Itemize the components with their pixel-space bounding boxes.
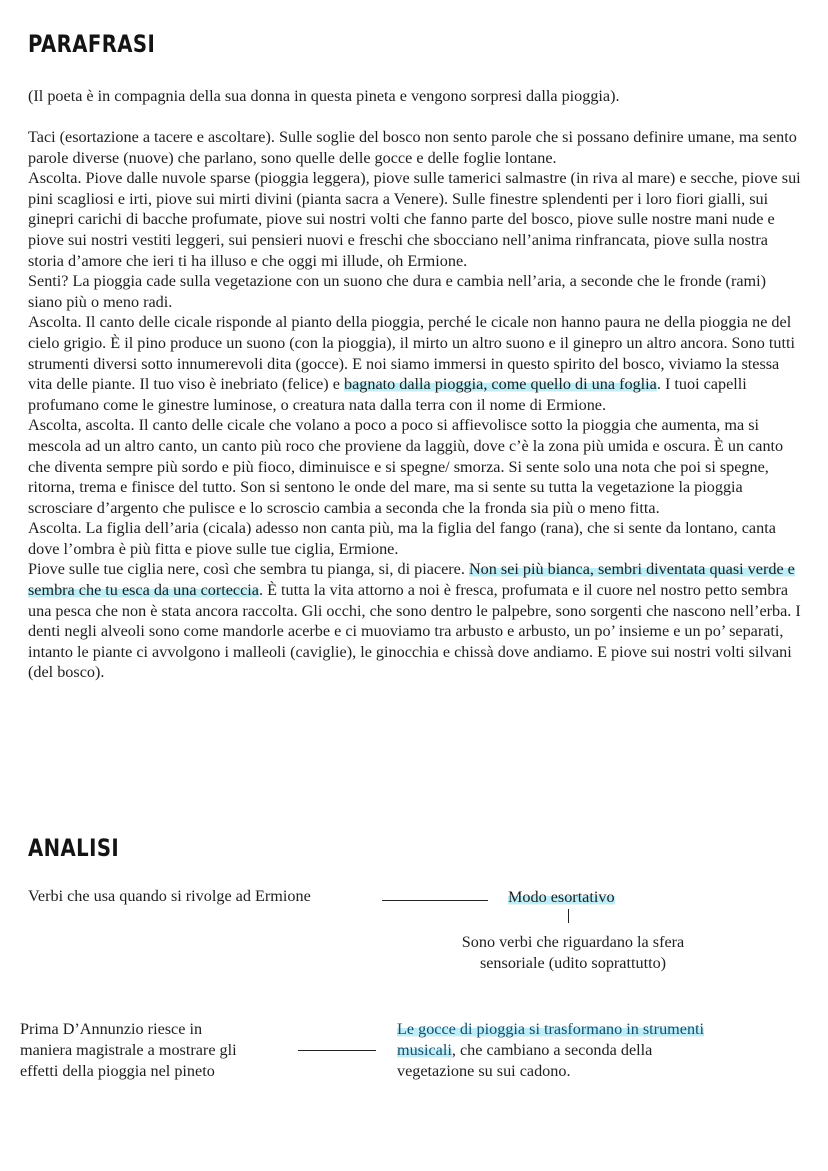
highlight-modo: Modo esortativo — [508, 888, 615, 906]
paragraph-senti: Senti? La pioggia cade sulla vegetazione con un suono che dura e cambia nell’aria, a seconde che le fronde (rami) siano più o meno radi. — [28, 272, 767, 311]
verbi-label: Verbi che usa quando si rivolge ad Ermione — [28, 887, 311, 905]
prima-line-3: effetti della pioggia nel pineto — [20, 1062, 215, 1080]
paragraph-ciglia — [28, 559, 804, 683]
highlight-foglia: bagnato dalla pioggia, come quello di una foglia — [343, 375, 657, 394]
connector-line-1 — [382, 900, 488, 901]
connector-line-2 — [298, 1050, 376, 1051]
modo-esortativo — [508, 887, 615, 908]
gocce-line-2-rest: , che cambiano a seconda della — [451, 1041, 653, 1059]
highlight-corteccia: Non sei più bianca, sembri diventata quasi verde e sembra che tu esca da una corteccia — [28, 560, 795, 600]
connector-vertical — [568, 909, 569, 923]
paragraph-ascolta-ascolta: Ascolta, ascolta. Il canto delle cicale che volano a poco a poco si affievolisce sotto la pioggia che aumenta, ma si mescola ad un altro canto, un canto più roco che proviene da laggiù, dove c’è la zona più umida e oscura. È un canto che diventa sempre più sordo e più fioco, diminuisce e si spegne/ smorza. Si sente solo una nota che poi si spegne, ritorna, trema e finisce del tutto. Son si sentono le onde del mare, ma si sente su tutta la vegetazione la pioggia scrosciare d’argento che pulisce e lo scroscio cambia a seconda che la fronda sia più o meno fitta. — [28, 416, 784, 517]
sfera-line-1: Sono verbi che riguardano la sfera — [461, 933, 685, 951]
paragraph-figlia-aria: Ascolta. La figlia dell’aria (cicala) adesso non canta più, ma la figlia del fango (rana), che si sente da lontano, canta dove l’ombra è più fitta e piove sulle tue ciglia, Ermione. — [28, 519, 776, 558]
parafrasi-body — [28, 127, 804, 683]
paragraph-ciglia-part1: Piove sulle tue ciglia nere, così che sembra tu pianga, si, di piacere. — [28, 560, 469, 579]
gocce-line-2 — [397, 1040, 704, 1061]
paragraph-cicale — [28, 312, 804, 415]
sfera-line-2: sensoriale (udito soprattutto) — [479, 954, 667, 972]
intro-text: (Il poeta è in compagnia della sua donna in questa pineta e vengono sorpresi dalla pioggia). — [28, 87, 620, 105]
paragraph-ascolta-piove: Ascolta. Piove dalle nuvole sparse (pioggia leggera), piove sulle tamerici salmastre (in riva al mare) e secche, piove sui pini scagliosi e irti, piove sui mirti divini (pianta sacra a Venere). Sulle finestre splendenti per i loro fiori gialli, sui ginepri carichi di bacche profumate, piove sui nostri volti che fanno parte del bosco, piove sulle nostre mani nude e piove sui nostri vestiti leggeri, sui pensieri nuovi e freschi che sbocciano nell’anima rinfrancata, piove sulla nostra storia d’amore che ieri ti ha illuso e che oggi mi illude, oh Ermione. — [28, 169, 801, 270]
gocce-line-3: vegetazione su sui cadono. — [397, 1062, 571, 1080]
paragraph-cicale-part1: Ascolta. Il canto delle cicale risponde al pianto della pioggia, perché le cicale non hanno paura ne della pioggia ne del cielo grigio. È il pino produce un suono (con la pioggia), il mirto un altro suono e il ginepro un altro ancora. Sono tutti strumenti diversi sotto innumerevoli dita (gocce). E noi siamo immersi in questo spirito del bosco, viviamo la stessa vita delle piante. Il tuo viso è inebriato (felice) e — [28, 313, 795, 394]
sfera-note — [438, 932, 708, 974]
gocce-note — [397, 1019, 704, 1082]
analisi-heading: ANALISI — [28, 834, 120, 862]
highlight-gocce: Le gocce di pioggia si trasformano in strumenti — [397, 1020, 705, 1038]
prima-line-1: Prima D’Annunzio riesce in — [20, 1020, 203, 1038]
paragraph-cicale-part2: . I tuoi capelli profumano come le ginestre luminose, o creatura nata dalla terra con il nome di Ermione. — [28, 375, 747, 414]
prima-line-2: maniera magistrale a mostrare gli — [20, 1041, 237, 1059]
gocce-line-1 — [397, 1019, 704, 1040]
paragraph-ciglia-part2: . È tutta la vita attorno a noi è fresca, profumata e il cuore nel nostro petto sembra una pesca che non è stata ancora raccolta. Gli occhi, che sono dentro le palpebre, sono sorgenti che nascono nell’erba. I denti negli alveoli sono come mandorle acerbe e ci muoviamo tra arbusto e arbusto, un po’ insieme e un po’ separati, intanto le piante ci avvolgono i malleoli (caviglie), le ginocchia e chissà dove andiamo. E piove sui nostri volti silvani (del bosco). — [28, 581, 801, 682]
highlight-musicali: musicali — [397, 1041, 452, 1059]
paragraph-taci: Taci (esortazione a tacere e ascoltare). Sulle soglie del bosco non sento parole che si possano definire umane, ma sento parole diverse (nuove) che parlano, sono quelle delle gocce e delle foglie lontane. — [28, 128, 797, 167]
intro-paragraph — [28, 86, 804, 107]
parafrasi-heading: PARAFRASI — [28, 30, 156, 58]
prima-note — [20, 1019, 237, 1082]
